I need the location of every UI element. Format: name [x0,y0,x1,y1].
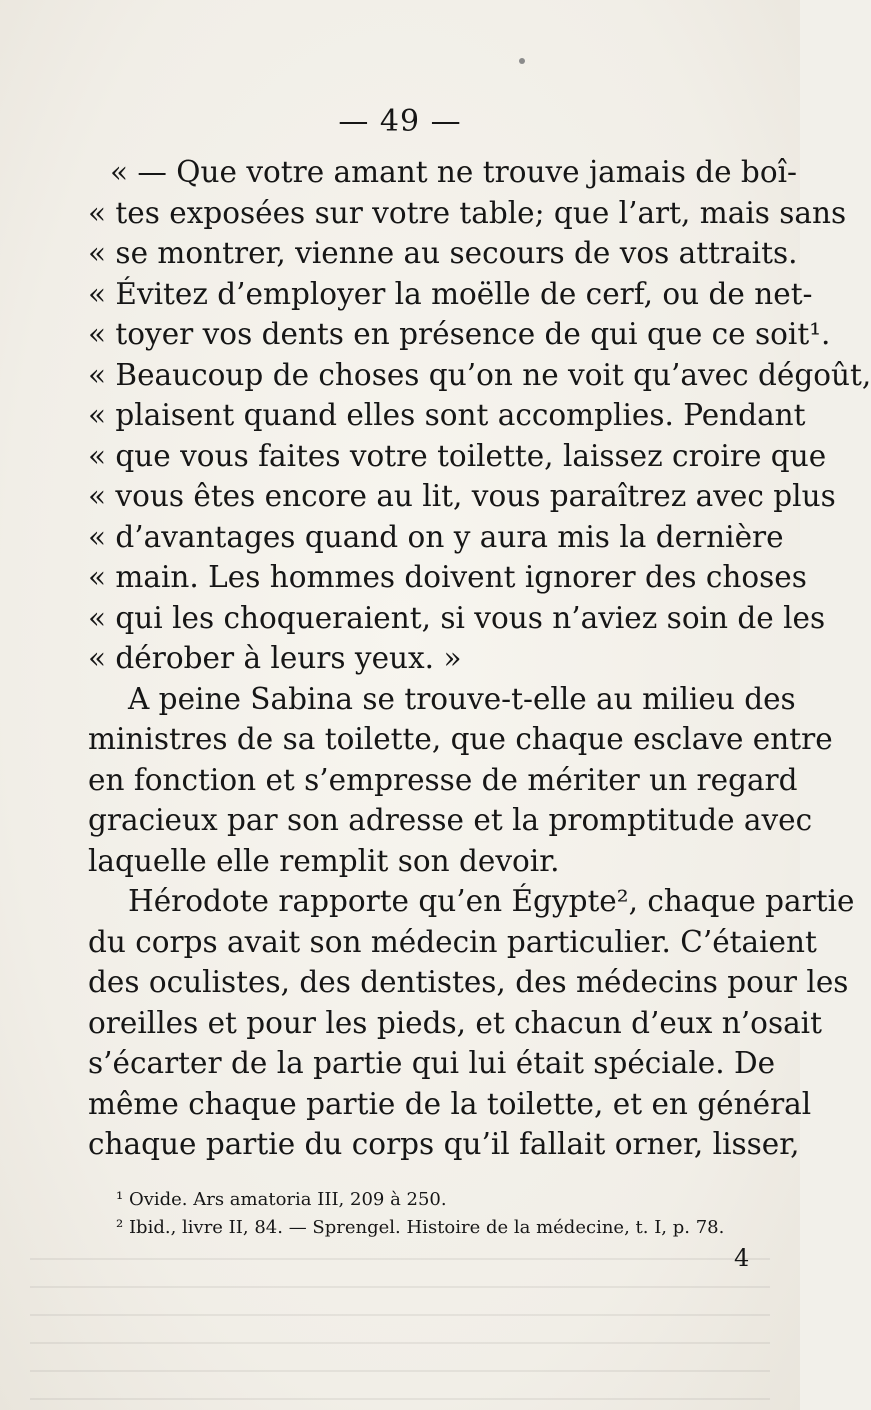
text-line: chaque partie du corps qu’il fallait orner, lisser, [88,1127,800,1161]
text-line: « toyer vos dents en présence de qui que ce soit¹. [88,317,831,351]
text-line: « dérober à leurs yeux. » [88,641,462,675]
text-line: « Évitez d’employer la moëlle de cerf, ou de net- [88,276,813,311]
text-line: « que vous faites votre toilette, laissez croire que [88,438,827,473]
page-number: — 49 — [338,104,462,139]
text-line: oreilles et pour les pieds, et chacun d’eux n’osait [88,1005,822,1040]
ink-speck [519,58,525,64]
text-line: « d’avantages quand on y aura mis la dernière [88,519,784,554]
text-line: Hérodote rapporte qu’en Égypte², chaque partie [128,884,855,918]
text-line: même chaque partie de la toilette, et en général [88,1086,812,1121]
footnote: ² Ibid., livre II, 84. — Sprengel. Histoire de la médecine, t. I, p. 78. [116,1217,725,1238]
text-line: gracieux par son adresse et la promptitude avec [88,803,813,837]
footnote: ¹ Ovide. Ars amatoria III, 209 à 250. [116,1189,447,1210]
text-line: « Beaucoup de choses qu’on ne voit qu’avec dégoût, [88,357,871,392]
show-through-texture [30,1250,770,1400]
text-line: s’écarter de la partie qui lui était spéciale. De [88,1046,776,1080]
signature-mark: 4 [734,1244,750,1272]
text-line: « — Que votre amant ne trouve jamais de boî- [110,155,797,189]
text-line: laquelle elle remplit son devoir. [88,843,560,878]
text-line: « vous êtes encore au lit, vous paraîtrez avec plus [88,479,836,513]
text-line: « qui les choqueraient, si vous n’aviez soin de les [88,600,826,635]
text-line: « se montrer, vienne au secours de vos attraits. [88,236,798,270]
footnotes [116,1186,768,1242]
text-line: « plaisent quand elles sont accomplies. Pendant [88,398,806,432]
text-line: A peine Sabina se trouve-t-elle au milieu des [128,681,796,716]
body-text [88,152,871,1165]
text-line: des oculistes, des dentistes, des médecins pour les [88,965,849,999]
text-line: « main. Les hommes doivent ignorer des choses [88,560,807,594]
text-line: ministres de sa toilette, que chaque esclave entre [88,722,833,756]
text-line: en fonction et s’empresse de mériter un regard [88,762,798,797]
text-line: « tes exposées sur votre table; que l’art, mais sans [88,195,847,230]
text-line: du corps avait son médecin particulier. C’étaient [88,924,817,959]
